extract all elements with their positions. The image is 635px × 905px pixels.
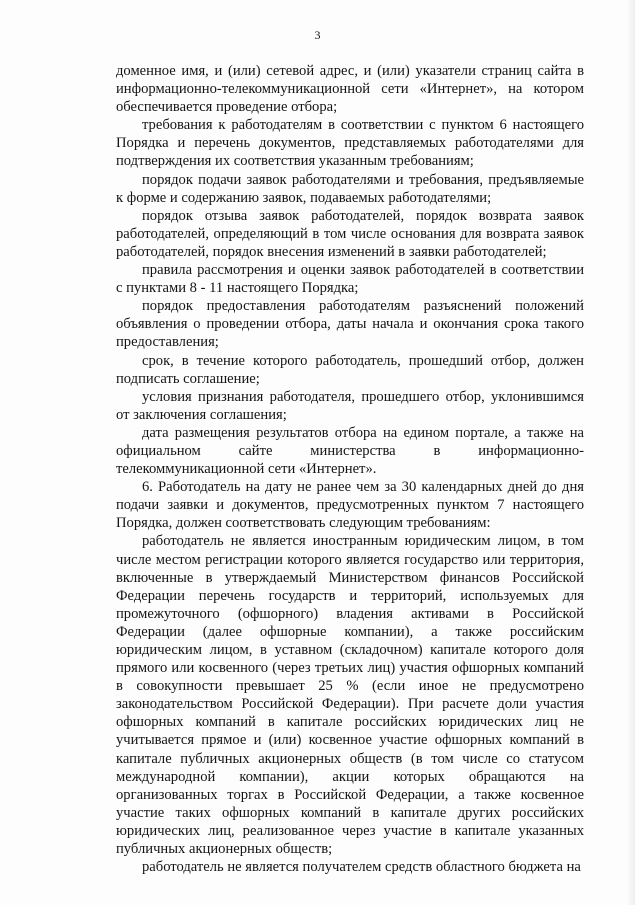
- paragraph-application-procedure: порядок подачи заявок работодателями и требования, предъявляемые к форме и содержанию заявок, подаваемых работодателями;: [116, 171, 584, 206]
- paragraph-withdrawal-procedure: порядок отзыва заявок работодателей, порядок возврата заявок работодателей, определяющий в том числе основания для возврата заявок работодателей, порядок внесения изменений в заявки работодателей;: [116, 207, 584, 260]
- paragraph-domain-name: доменное имя, и (или) сетевой адрес, и (или) указатели страниц сайта в информационно-телекоммуникационной сети «Интернет», на котором обеспечивается проведение отбора;: [116, 63, 584, 116]
- page-number: 3: [314, 28, 321, 42]
- paragraph-evasion-conditions: условия признания работодателя, прошедшего отбор, уклонившимся от заключения соглашения;: [116, 388, 584, 423]
- paragraph-results-publication: дата размещения результатов отбора на едином портале, а также на официальном сайте министерства в информационно-телекоммуникационной сети «Интернет».: [116, 424, 584, 478]
- document-body: [116, 62, 584, 876]
- paragraph-evaluation-rules: правила рассмотрения и оценки заявок работодателей в соответствии с пунктами 8 - 11 настоящего Порядка;: [116, 262, 584, 297]
- paragraph-clarifications: порядок предоставления работодателям разъяснений положений объявления о проведении отбора, даты начала и окончания срока такого предоставления;: [116, 298, 584, 351]
- paragraph-offshore-requirement: работодатель не является иностранным юридическим лицом, в том числе местом регистрации которого является государство или территория, включенные в утверждаемый Министерством финансов Российской Федерации перечень государств и территорий, используемых для промежуточного (офшорного) владения активами в Российской Федерации (далее офшорные компании), а также российским юридическим лицом, в уставном (складочном) капитале которого доля прямого или косвенного (через третьих лиц) участия офшорных компаний в совокупности превышает 25 % (если иное не предусмотрено законодательством Российской Федерации). При расчете доли участия офшорных компаний в капитале российских юридических лиц не учитывается прямое и (или) косвенное участие офшорных компаний в капитале публичных акционерных обществ (в том числе со статусом международной компании), акции которых обращаются на организованных торгах в Российской Федерации, а также косвенное участие таких офшорных компаний в капитале других российских юридических лиц, реализованное через участие в капитале указанных публичных акционерных обществ;: [116, 533, 584, 858]
- paragraph-budget-funds: работодатель не является получателем средств областного бюджета на: [142, 859, 581, 876]
- scan-edge-shadow: [627, 0, 635, 905]
- paragraph-employer-requirements: требования к работодателям в соответствии с пунктом 6 настоящего Порядка и перечень документов, представляемых работодателями для подтверждения их соответствия указанным требованиям;: [116, 117, 584, 170]
- paragraph-signing-deadline: срок, в течение которого работодатель, прошедший отбор, должен подписать соглашение;: [116, 352, 584, 387]
- paragraph-section-6: 6. Работодатель на дату не ранее чем за 30 календарных дней до дня подачи заявки и документов, предусмотренных пунктом 7 настоящего Порядка, должен соответствовать следующим требованиям:: [116, 479, 584, 532]
